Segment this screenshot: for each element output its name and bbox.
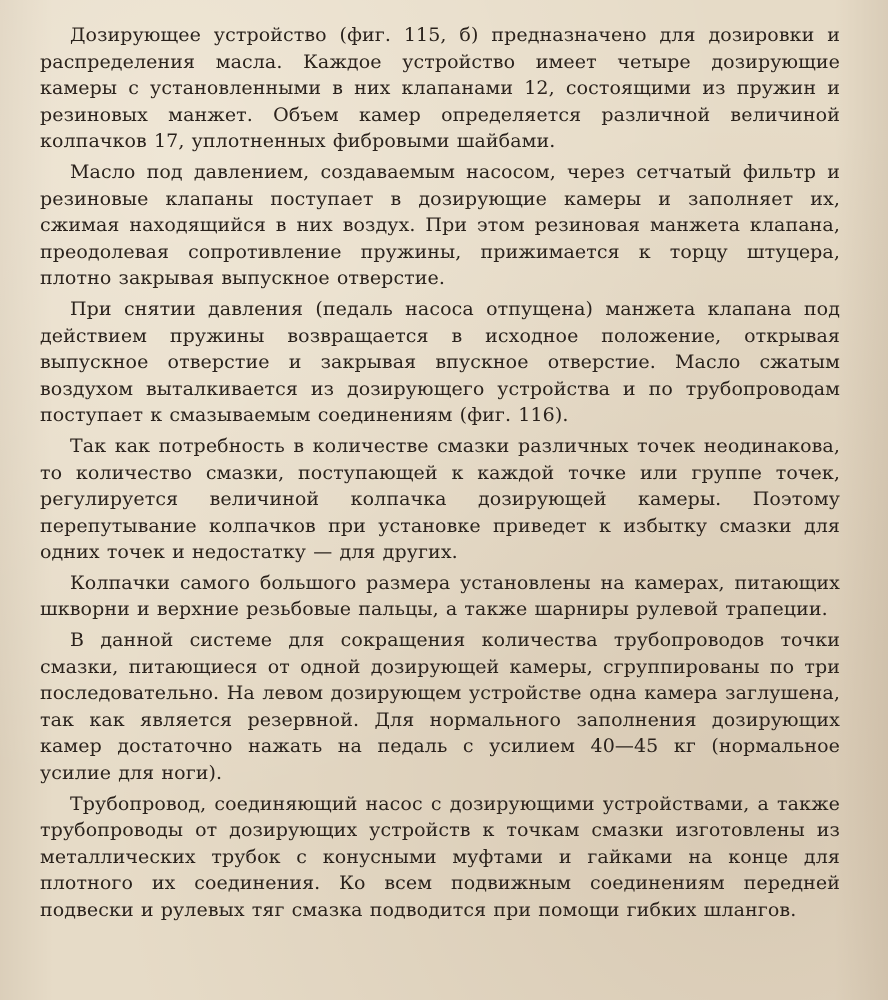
paragraph-dosing-device: Дозирующее устройство (фиг. 115, б) предназначено для дозировки и распределения масла. Каждое устройство имеет четыре дозирующие камеры с установленными в них клапанами 12, состоящими из пружин и резиновых манжет. Объем камер определяется различной величиной колпачков 17, уплотненных фибровыми шайбами. xyxy=(40,24,840,153)
paragraph-lubrication-demand: Так как потребность в количестве смазки различных точек неодинакова, то количество смазки, поступающей к каждой точке или группе точек, регулируется величиной колпачка дозирующей камеры. Поэтому перепутывание колпачков при установке приведет к избытку смазки для одних точек и недостатку — для других. xyxy=(40,434,840,564)
paragraph-oil-pressure: Масло под давлением, создаваемым насосом, через сетчатый фильтр и резиновые клапаны поступает в дозирующие камеры и заполняет их, сжимая находящийся в них воздух. При этом резиновая манжета клапана, преодолевая сопротивление пружины, прижимается к торцу штуцера, плотно закрывая выпускное отверстие. xyxy=(40,160,840,290)
paragraph-grouping: В данной системе для сокращения количества трубопроводов точки смазки, питающиеся от одной дозирующей камеры, сгруппированы по три последовательно. На левом дозирующем устройстве одна камера заглушена, так как является резервной. Для нормального заполнения дозирующих камер достаточно нажать на педаль с усилием 40—45 кг (нормальное усилие для ноги). xyxy=(40,629,840,785)
book-page xyxy=(40,22,840,972)
paragraph-pipelines: Трубопровод, соединяющий насос с дозирующими устройствами, а также трубопроводы от дозирующих устройств к точкам смазки изготовлены из металлических трубок с конусными муфтами и гайками на конце для плотного их соединения. Ко всем подвижным соединениям передней подвески и рулевых тяг смазка подводится при помощи гибких шлангов. xyxy=(40,792,840,921)
paragraph-pressure-release: При снятии давления (педаль насоса отпущена) манжета клапана под действием пружины возвращается в исходное положение, открывая выпускное отверстие и закрывая впускное отверстие. Масло сжатым воздухом выталкивается из дозирующего устройства и по трубопроводам поступает к смазываемым соединениям (фиг. 116). xyxy=(40,297,840,427)
paragraph-largest-caps: Колпачки самого большого размера установлены на камерах, питающих шкворни и верхние резьбовые пальцы, а также шарниры рулевой трапеции. xyxy=(40,571,840,621)
